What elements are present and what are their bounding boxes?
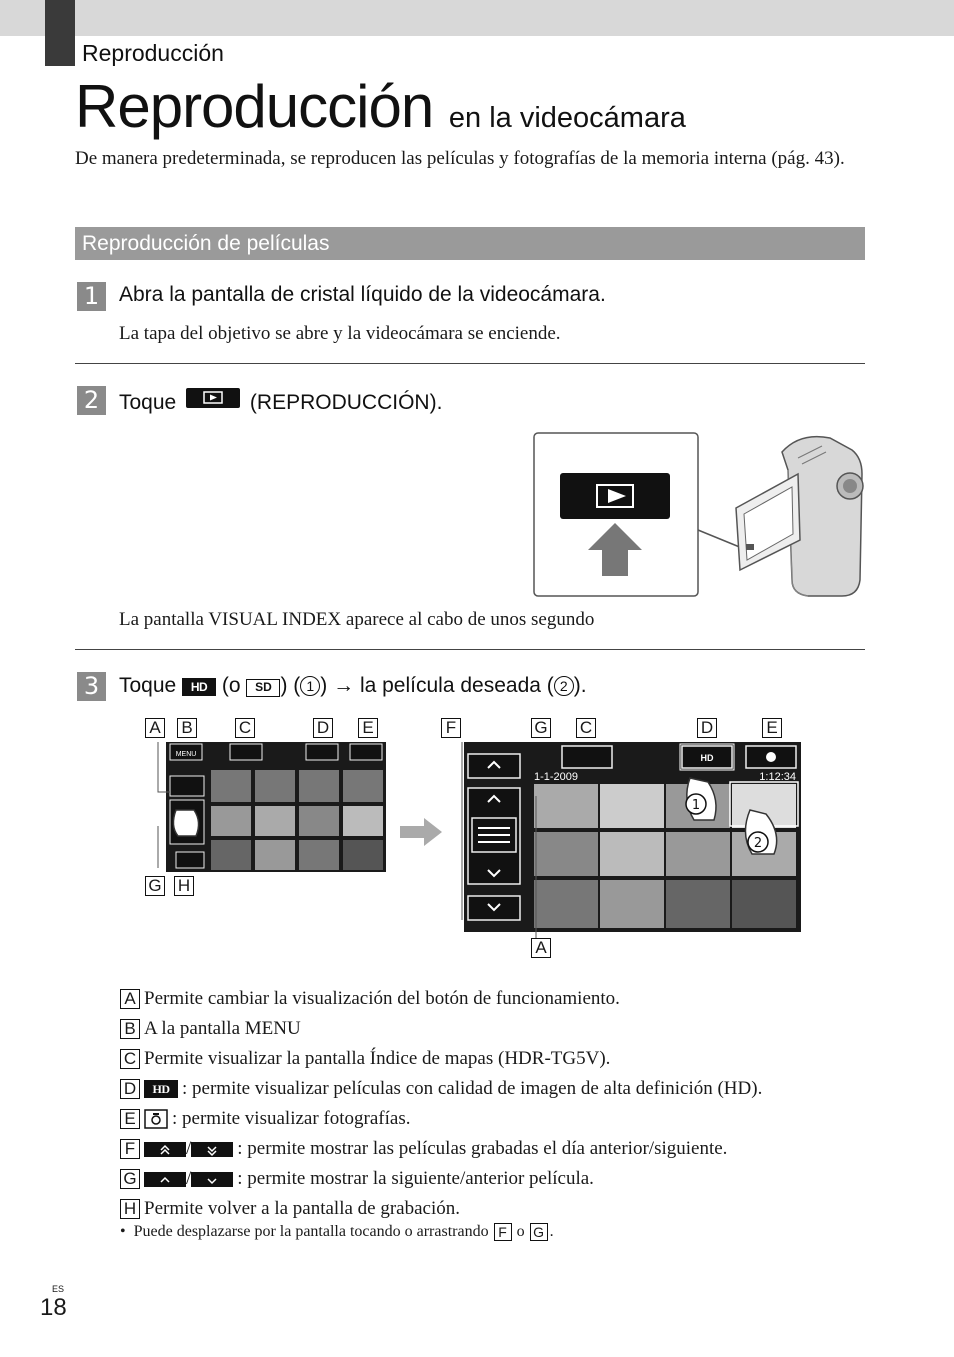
bullet-note xyxy=(120,1223,554,1241)
legend-text-d: : permite visualizar películas con calidad de imagen de alta definición (HD). xyxy=(182,1078,763,1099)
page-number: 18 xyxy=(40,1294,67,1321)
label-b: B xyxy=(177,718,197,738)
legend-key-h: H xyxy=(120,1199,140,1219)
legend-item-a xyxy=(120,988,620,1010)
header-bar xyxy=(0,0,954,36)
legend-text-c: Permite visualizar la pantalla Índice de mapas (HDR-TG5V). xyxy=(144,1048,611,1069)
large-screen xyxy=(450,738,810,938)
camera-photo-icon xyxy=(144,1109,168,1129)
label-c: C xyxy=(235,718,255,738)
step-2-text-after: (REPRODUCCIÓN). xyxy=(249,391,443,414)
page-title-main: Reproducción xyxy=(75,73,434,140)
step-2-text xyxy=(119,388,442,415)
small-screen xyxy=(150,738,390,878)
bullet-text: Puede desplazarse por la pantalla tocando o arrastrando xyxy=(133,1223,489,1240)
step-3-number: 3 xyxy=(77,672,106,701)
legend-item-e xyxy=(120,1108,410,1130)
step-3-text-after: la película deseada ( xyxy=(359,674,554,697)
divider xyxy=(75,363,865,364)
legend-key-g: G xyxy=(120,1169,140,1189)
page-title-sub: en la videocámara xyxy=(448,102,686,134)
hd-button-label: HD xyxy=(700,753,714,763)
menu-button: MENU xyxy=(175,751,197,758)
subheading: Reproducción de películas xyxy=(75,227,865,260)
label-h: H xyxy=(174,876,194,896)
label-f: F xyxy=(441,718,461,738)
transition-arrow-icon xyxy=(398,816,444,848)
bullet-key-g: G xyxy=(530,1223,548,1241)
legend-text-a: Permite cambiar la visualización del botón de funcionamiento. xyxy=(144,988,620,1009)
label-g: G xyxy=(145,876,165,896)
callout-1: 1 xyxy=(691,798,701,813)
step-2-number: 2 xyxy=(77,386,106,415)
label-g-large: G xyxy=(531,718,551,738)
step-1-note: La tapa del objetivo se abre y la videocámara se enciende. xyxy=(119,323,561,344)
bullet-end: . xyxy=(549,1223,554,1240)
double-down-icon xyxy=(191,1142,233,1157)
screen-time: 1:12:34 xyxy=(759,771,796,783)
legend-key-d: D xyxy=(120,1079,140,1099)
label-d-large: D xyxy=(697,718,717,738)
bullet-mid: o xyxy=(516,1223,525,1240)
circle-1: 1 xyxy=(300,676,320,696)
circle-2: 2 xyxy=(554,676,574,696)
legend-item-g xyxy=(120,1168,594,1190)
legend-item-d xyxy=(120,1078,762,1100)
down-icon xyxy=(191,1172,233,1187)
label-c-large: C xyxy=(576,718,596,738)
step-2-text-before: Toque xyxy=(119,391,177,414)
legend-item-f xyxy=(120,1138,727,1160)
legend-key-c: C xyxy=(120,1049,140,1069)
step-3-text-end: ). xyxy=(573,674,587,697)
up-icon xyxy=(144,1172,186,1187)
callout-2: 2 xyxy=(753,836,763,851)
label-d: D xyxy=(313,718,333,738)
legend-item-h xyxy=(120,1198,460,1220)
label-a-large: A xyxy=(531,938,551,958)
screen-date: 1-1-2009 xyxy=(534,771,579,783)
legend-text-b: A la pantalla MENU xyxy=(144,1018,301,1039)
step-3-text-mid1: (o xyxy=(221,674,241,697)
step-3-text-before: Toque xyxy=(119,674,177,697)
legend-sep-f: / xyxy=(186,1138,192,1159)
step-1-text: Abra la pantalla de cristal líquido de la videocámara. xyxy=(119,283,606,306)
bullet-mark: • xyxy=(120,1223,126,1240)
label-a: A xyxy=(145,718,165,738)
legend-key-b: B xyxy=(120,1019,140,1039)
legend-item-c xyxy=(120,1048,610,1070)
legend-key-a: A xyxy=(120,989,140,1009)
legend-key-e: E xyxy=(120,1109,140,1129)
step-3-text-mid2: ) ( xyxy=(280,674,301,697)
step-3-text-mid3: ) xyxy=(320,674,328,697)
section-label: Reproducción xyxy=(82,40,224,66)
label-e-large: E xyxy=(762,718,782,738)
play-icon xyxy=(186,388,240,408)
legend-item-b xyxy=(120,1018,301,1040)
legend-text-e: : permite visualizar fotografías. xyxy=(172,1108,411,1129)
arrow-icon: → xyxy=(333,674,355,697)
label-e: E xyxy=(358,718,378,738)
legend-text-g: : permite mostrar la siguiente/anterior película. xyxy=(237,1168,594,1189)
language-code: ES xyxy=(52,1284,65,1294)
legend-key-f: F xyxy=(120,1139,140,1159)
hd-icon: HD xyxy=(144,1080,178,1098)
legend-text-h: Permite volver a la pantalla de grabación. xyxy=(144,1198,461,1219)
bullet-key-f: F xyxy=(494,1223,512,1241)
intro-text: De manera predeterminada, se reproducen las películas y fotografías de la memoria interna (pág. 43). xyxy=(75,148,845,169)
camera-illustration xyxy=(530,430,870,600)
page-title xyxy=(75,72,686,141)
legend-text-f: : permite mostrar las películas grabadas el día anterior/siguiente. xyxy=(237,1138,728,1159)
double-up-icon xyxy=(144,1142,186,1157)
step-3-text xyxy=(119,674,587,698)
step-2-note: La pantalla VISUAL INDEX aparece al cabo de unos segundo xyxy=(119,609,595,630)
hd-icon: HD xyxy=(182,678,216,696)
divider xyxy=(75,649,865,650)
legend-sep-g: / xyxy=(186,1168,192,1189)
step-1-number: 1 xyxy=(77,282,106,311)
sd-icon: SD xyxy=(246,679,280,697)
header-tab-block xyxy=(45,0,75,66)
